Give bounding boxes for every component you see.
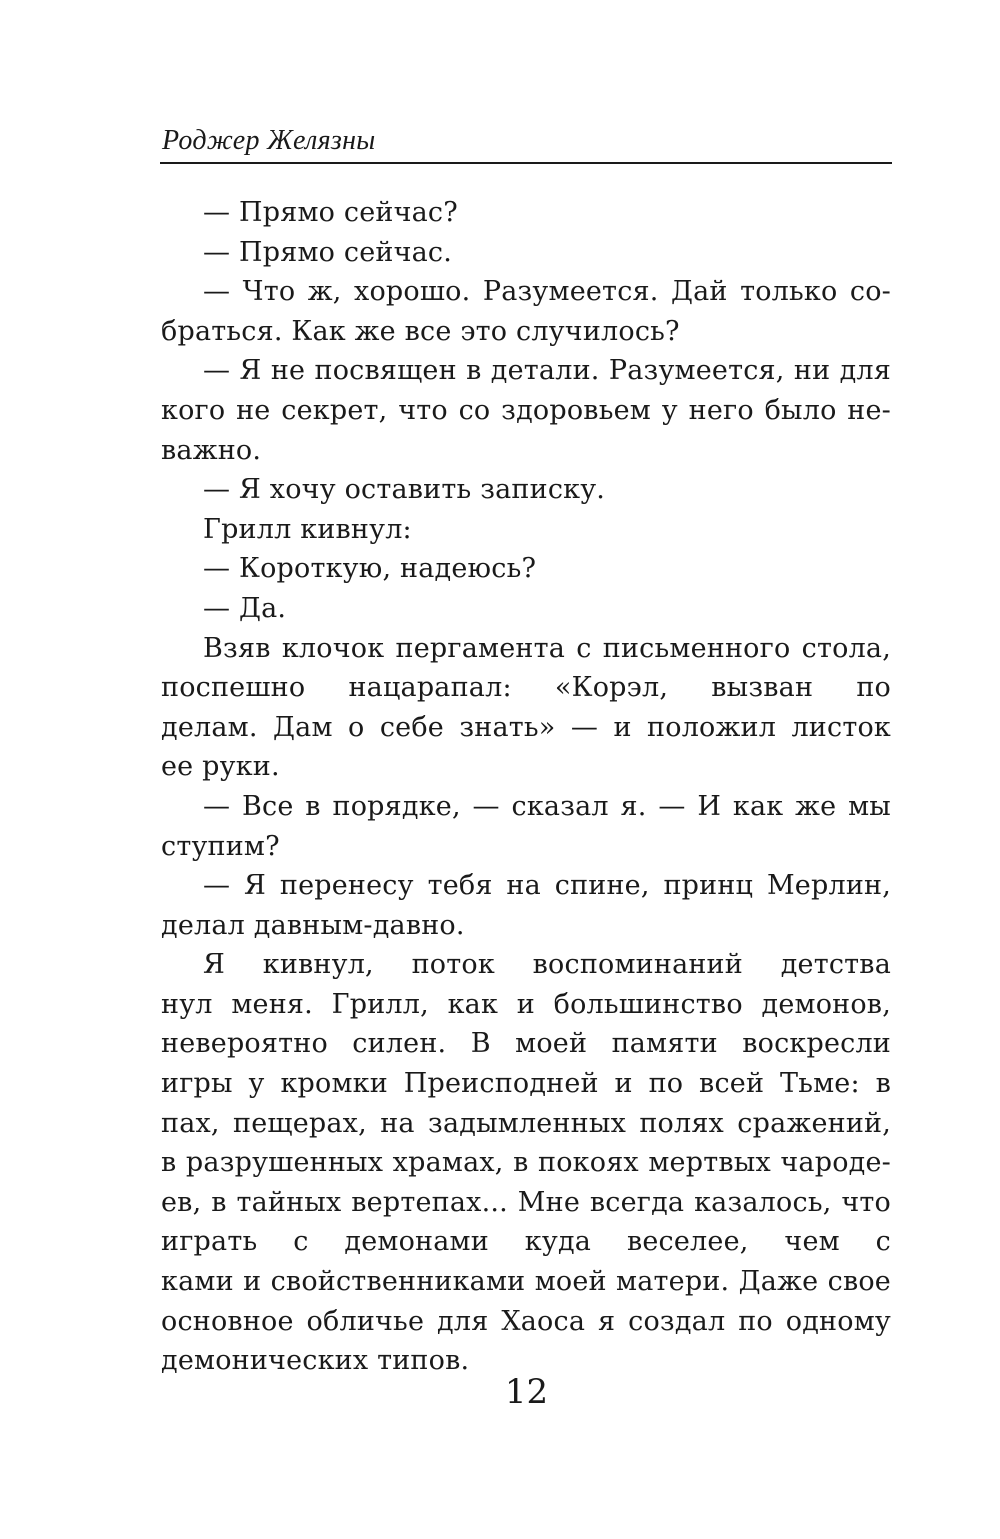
text-line: Взяв клочок пергамента с письменного стола, [203,632,891,664]
text-line: — Что ж, хорошо. Разумеется. Дай только со- [203,276,891,308]
text-line: в разрушенных храмах, в покоях мертвых чароде- [161,1147,891,1179]
text-line: — Прямо сейчас. [203,236,453,268]
text-line: важно. [161,434,262,466]
text-line: — Короткую, надеюсь? [203,553,537,585]
text-line: Грилл кивнул: [203,513,412,545]
text-line: игры у кромки Преисподней и по всей Тьме: в [161,1068,891,1100]
text-line: демонических типов. [161,1345,470,1377]
text-line: невероятно силен. В моей памяти воскресли [161,1028,891,1060]
text-line: — Прямо сейчас? [203,197,458,228]
text-line: — Все в порядке, — сказал я. — И как же мы [203,790,891,822]
text-line: ев, в тайных вертепах... Мне всегда казалось, что [161,1186,891,1218]
page-number: 12 [504,1372,549,1412]
text-line: ступим? [161,830,280,862]
text-line: поспешно нацарапал: «Корэл, вызван по [161,672,891,704]
text-line: браться. Как же все это случилось? [161,315,680,347]
text-line: — Я перенесу тебя на спине, принц Мерлин, [203,870,891,902]
text-line: ее руки. [161,751,280,783]
body-text [161,193,891,1381]
text-line: основное обличье для Хаоса я создал по одному [161,1305,891,1337]
text-line: ками и свойственниками моей матери. Даже свое [161,1266,891,1298]
text-line: — Я хочу оставить записку. [203,474,606,506]
text-line: Я кивнул, поток воспоминаний детства [203,949,891,981]
text-line: нул меня. Грилл, как и большинство демонов, [161,988,891,1020]
text-line: — Да. [203,592,287,624]
text-line: кого не секрет, что со здоровьем у него было не- [161,394,891,426]
text-line: — Я не посвящен в детали. Разумеется, ни для [203,355,891,387]
text-line: пах, пещерах, на задымленных полях сражений, [161,1107,891,1139]
text-line: делал давным-давно. [161,909,465,941]
text-line: играть с демонами куда веселее, чем с [161,1226,891,1258]
header-rule [160,162,892,164]
running-head: Роджер Желязны [162,125,376,156]
text-line: делам. Дам о себе знать» — и положил листок [161,711,891,743]
